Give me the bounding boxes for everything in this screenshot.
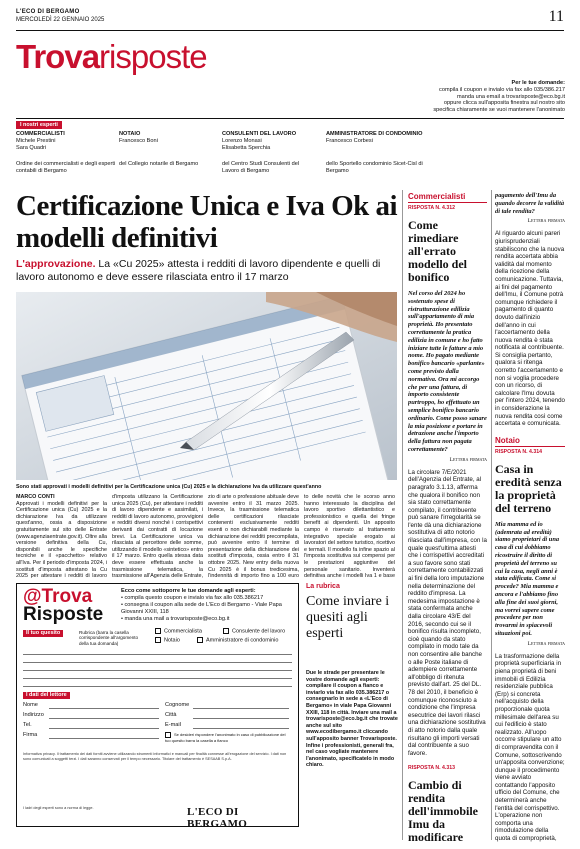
option-amministratore[interactable] <box>197 637 278 644</box>
address-field[interactable] <box>49 718 159 719</box>
article-column: zio di arte o professione abituale deve avvenire entro il 31 marzo 2025. Invece, la trasmissione telematica delle certificazioni rilasciate contenenti esclusivamente redditi esenti o non dichiarabili mediante la dichiarazione dei redditi precompilata, può avvenire entro il termine di presentazione della dichiarazione dei sostituti d'imposta, ossia entro il 31 ottobre 2025. New entry della nuova Cu 2025 è il bonus tredicesima, l'indennità di importo fino a 100 euro <box>208 494 299 580</box>
article-column: d'imposta utilizzano la Certificazione unica 2025 (Cu), per attestare i redditi di lavoro dipendente e assimilati, i redditi di lavoro autonomo, provvigioni e redditi diversi nonché i corrispettivi derivanti dai contratti di locazione brevi. La Certificazione unica va rilasciata al percettore delle somme, utilizzando il modello «sintetico» entro il 17 marzo. Entro quella stessa data deve essere effettuata anche la trasmissione telematica, la trasmissione all'Agenzia delle Entrate, <box>112 494 203 580</box>
masthead <box>16 8 104 24</box>
article-column <box>16 494 107 580</box>
signature: Lettera firmata <box>527 640 565 647</box>
question-text: pagamento dell'Imu da quando decorre la validità di tale rendita? <box>495 192 565 215</box>
privacy-notice: Informativa privacy. Il trattamento dei dati forniti avviene utilizzando strumenti informatici e manuali per finalità connesse all'erogazione del servizio. I dati non sono comunicati a soggetti terzi. I dati saranno conservati per il tempo necessario. Titolare del trattamento è SESAAB S.p.A. <box>23 752 287 761</box>
header-rule <box>16 30 564 31</box>
option-notaio[interactable] <box>155 637 180 644</box>
expert-title: CONSULENTI DEL LAVORO <box>222 131 297 137</box>
expert-names: Francesco Corbesi <box>326 137 373 144</box>
expert-desc: del Collegio notarile di Bergamo <box>119 161 199 167</box>
question-line[interactable] <box>23 654 292 655</box>
option-label: Amministratore di condominio <box>206 637 279 644</box>
article-author: MARCO CONTI <box>16 494 55 500</box>
signature: Lettera firmata <box>449 456 487 463</box>
column-divider <box>402 190 403 840</box>
expert-consulenti <box>222 131 300 174</box>
expert-title: COMMERCIALISTI <box>16 131 65 137</box>
question-line[interactable] <box>23 662 292 663</box>
question-line[interactable] <box>23 686 292 687</box>
rubrica-body: Due le strade per presentare le vostre domande agli esperti: compilare il coupon a fianco e inviarlo via fax allo 035.386217 o consegnarlo in sede a «L'Eco di Bergamo» in viale Papa Giovanni XXIII, 118 in città. Inviare una mail a trovarisposte@eco.bg.it che trovate anche sul sito www.ecodibergamo.it cliccando sull'apposito banner Trovarisposte. Infine i professionisti, generali fra, nel caso vogliate mantenere l'anonimato, specificatelo in modo chiaro. <box>306 670 398 769</box>
question-text: Mia mamma ed io (ademrata ad eredità) siamo proprietari di una casa di cui dobbiamo ricostruire il diritto di proprietà del terreno su cui la casa, negli anni è stata edificata. Come si procede? Mia mamma e ancora e l'abbiamo fino alla fine dei suoi giorni, ma vorrei sapere come procedere per non trovarmi in spiacevoli situazioni poi. <box>495 520 560 637</box>
section-notaio: Notaio <box>495 436 565 447</box>
article-photo <box>16 292 397 480</box>
city-label: Città <box>165 712 177 718</box>
brand-trova: Trova <box>16 38 100 75</box>
address-label: Indirizzo <box>23 712 44 718</box>
expert-notaio <box>119 131 199 167</box>
tip-title: Per le tue domande: <box>511 80 565 86</box>
signature: Lettera firmata <box>527 218 565 225</box>
signature-field[interactable] <box>49 738 159 739</box>
coupon-intro: Ecco come sottoporre le tue domande agli esperti: <box>121 588 256 594</box>
checkbox[interactable] <box>197 637 203 643</box>
question-line[interactable] <box>23 678 292 679</box>
legal-note: I ladri degli esperti sono a norma di legge. <box>23 806 94 810</box>
issue-date: MERCOLEDÌ 22 GENNAIO 2025 <box>16 17 105 23</box>
option-commercialista[interactable] <box>155 628 202 635</box>
signature-label: Firma <box>23 732 38 738</box>
surname-label: Cognome <box>165 702 190 708</box>
experts-panel <box>16 131 576 181</box>
answer-text: Al riguardo alcuni pareri giurisprudenziali stabiliscono che la nuova rendita accertata abbia validità dal momento della ricezione della comunicazione. Tuttavia, ai fini del pagamento dell'Imu, il Comune potrà comunque richiedere il pagamento di quanto dovuto dall'inizio dell'anno in cui l'accertamento della nuova rendita è stata notificata al contribuente. Si consiglia pertanto, qualora si ritenga corretto l'accertamento e non si voglia procedere con un ricorso, di calcolare l'Imu dovuta per l'intero 2024, tenendo in considerazione la nuova rendita così come accertata e comunicata. <box>495 230 565 428</box>
expert-title: NOTAIO <box>119 131 141 137</box>
expert-desc: Ordine dei commercialisti e degli esperti contabili di Bergamo <box>16 161 116 174</box>
experts-label: I nostri esperti <box>16 121 62 129</box>
expert-desc: dello Sportello condominio Sicet-Cisl di Bergamo <box>326 161 423 174</box>
email-field[interactable] <box>193 728 289 729</box>
answer-text: La trasformazione della proprietà superficiaria in piena proprietà di beni immobili di Edilizia residenziale pubblica (Erp) si concreta nell'acquisto della proporzionale quota millesimale dell'area su cui l'edificio è stato realizzato. All'uopo occorre stipulare un atto di compravendita con il Comune, sottoscrivendo un'apposita convenzione; dunque il procedimento viene avviato contattando l'apposito ufficio del Comune, che determinerà anche l'entità del corrispettivo. L'operazione non comporta una rimodulazione della quota di comproprietà, <box>495 652 565 842</box>
rubrica-tag: La rubrica <box>306 583 340 590</box>
section-brand <box>16 40 207 74</box>
photo-caption: Sono stati approvati i modelli definitivi per la Certificazione unica (Cu) 2025 e la dichiarazione Iva da utilizzare quest'anno <box>16 484 322 490</box>
expert-title: AMMINISTRATORE DI CONDOMINIO <box>326 131 423 137</box>
option-label: Consulente del lavoro <box>232 628 286 635</box>
checkbox[interactable] <box>155 628 161 634</box>
article-column: to delle novità che le scorso anno hanno interessato la disciplina del lavoro sportivo dilettantistico e professionistico e quella dei fringe benefit ai dipendenti. Un apposito campo è riservato al trattamento integrativo speciale erogato ai lavoratori del settore turistico, ricettivo e termali. Il modello fa infine spazio al l'imposta sostitutiva sui compensi per le prestazioni aggiuntive del personale sanitario. Inventerà definitiva anche i modelli Iva 1 e base <box>304 494 395 580</box>
checkbox[interactable] <box>155 637 161 643</box>
subhead-text: La «Cu 2025» attesta i redditi di lavoro dipendente e quelli di lavoro autonomo e deve essere rilasciata entro il 17 marzo <box>16 258 381 283</box>
response-number: RISPOSTA N. 4.312 <box>408 205 455 211</box>
page-number: 11 <box>548 8 564 25</box>
tax-form-photo-illustration <box>16 292 397 480</box>
option-label: Notaio <box>164 637 180 644</box>
tip-line: manda una email a trovarisposte@eco.bg.it <box>457 93 565 100</box>
name-label: Nome <box>23 702 38 708</box>
question-coupon <box>16 583 299 830</box>
brand-risposte: risposte <box>99 38 207 75</box>
question-title: Cambio di rendita dell'immobile Imu da modificare <box>408 778 478 842</box>
coupon-instructions <box>121 588 296 623</box>
rubrica-title: Come inviare i quesiti agli esperti <box>306 594 390 641</box>
anonymity-option[interactable] <box>165 732 290 743</box>
question-title: Come rimediare all'errato modello del bonifico <box>408 218 467 284</box>
surname-field[interactable] <box>193 708 289 709</box>
tip-line: specifica chiaramente se vuoi mantenere l'anonimato <box>433 107 565 114</box>
qa-column-1 <box>408 192 487 842</box>
checkbox[interactable] <box>223 628 229 634</box>
answer-text: La circolare 7/E/2021 dell'Agenzia del Entrate, al paragrafo 3.1.13, afferma che qualora il bonifico non sia stato correttamente compilato, il contribuente può sanare l'irregolarità se l'ente dà una dichiarazione sostitutiva di atto notorio rilasciata dall'impresa, con la quale quest'ultima attesti che i corrispettivi accreditati a suo favore sono stati correttamente contabilizzati ai fini della loro imputazione nella determinazione del reddito d'impresa. La medesima impostazione è stata confermata anche dalla circolare 43/E del 2016, secondo cui se il bonifico risulta incompleto, cioè quando da stato compilato in modo tale da non consentire alle banche o alle Poste italiane di adempiere correttamente all'obbligo di ritenuta previsto dall'art. 25 del DL. 78 del 2010, il beneficio è comunque riconosciuto a condizione che l'impresa esecutrice dei lavori rilasci una dichiarazione sostitutiva di atto notorio dalla quale risultano gli importi versati dal contribuente a suo favore. <box>408 468 487 757</box>
qa-column-2 <box>495 192 565 842</box>
brand-rule <box>16 118 564 119</box>
coupon-instruction: • manda una mail a trovarisposte@eco.bg.it <box>121 616 230 622</box>
article-headline: Certificazione Unica e Iva Ok ai modelli definitivi <box>16 190 398 254</box>
coupon-logo-line2: Risposte <box>23 604 104 625</box>
phone-field[interactable] <box>49 728 159 729</box>
expert-names: Lorenzo Monasi Elisabetta Sperchia <box>222 137 271 151</box>
expert-desc: del Centro Studi Consulenti del Lavoro di Bergamo <box>222 161 300 174</box>
option-consulente[interactable] <box>223 628 285 635</box>
email-label: E-mail <box>165 722 181 728</box>
anonymity-text: Se desideri rispondere l'anonimato in caso di pubblicazione del tuo quesito barra la casella a fianco <box>165 732 286 743</box>
tip-line: compila il coupon e invialo via fax allo 035/386.217 <box>439 86 565 93</box>
newspaper-name: L'ECO DI BERGAMO <box>16 9 80 15</box>
name-field[interactable] <box>49 708 159 709</box>
expert-names: Francesco Boni <box>119 137 158 144</box>
option-label: Commercialista <box>164 628 202 635</box>
coupon-instruction: • compila questo coupon e invialo via fax allo 035.386217 <box>121 595 264 601</box>
section-commercialisti: Commercialisti <box>408 192 487 203</box>
column-divider <box>491 190 492 840</box>
expert-names: Michele Prestini Sara Quadri <box>16 137 56 151</box>
eco-logo: L'ECO DI BERGAMO <box>187 806 248 830</box>
submission-tip <box>395 80 565 114</box>
article-text: Approvati i modelli definitivi per la Certificazione unica (Cu) 2025 e la dichiarazione Iva da utilizzare quest'anno, ossia a disposizione gratuitamente sul sito delle Entrate (www.agenziaentrate.gov.it). Oltre alla versione definitiva della Cu, disponibili anche le specifiche tecniche e il «pacchetto» relativo all'Iva. Per il periodo d'imposta 2024, i sostituti d'imposta attestano la Cu 2025 per attestare i redditi di lavoro <box>16 500 107 580</box>
tip-line: oppure clicca sull'apposita finestra sul nostro sito <box>443 100 565 107</box>
question-text: Nel corso del 2024 ho sostenuto spese di ristrutturazione edilizia sull'appartamento di mia proprietà. Ho presentato correttamente la pratica edilizia in comune e ho fatto iniziare tutte le fatture a mio nome. Ho pagato mediante bonifico bancario «parlante» come previsto dalla normativa. Ora mi accorgo che per una fattura, di importo consistente purtroppo, ho effettuato un semplice bonifico bancario ordinario. Come posso sanare la mia posizione e portare in detrazione anche l'importo della fattura non pagata correttamente? <box>408 290 487 453</box>
city-field[interactable] <box>193 718 289 719</box>
reader-data-label: I dati del lettore <box>23 692 70 699</box>
expert-commercialisti <box>16 131 116 174</box>
phone-label: Tel. <box>23 722 32 728</box>
question-label: Il tuo quesito <box>23 630 63 637</box>
response-number: RISPOSTA N. 4.314 <box>495 448 542 455</box>
article-body <box>16 494 397 580</box>
question-line[interactable] <box>23 670 292 671</box>
question-title: Casa in eredità senza la proprietà del terreno <box>495 461 562 515</box>
article-subhead <box>16 258 401 284</box>
coupon-instruction: • consegna il coupon alla sede de L'Eco di Bergamo - Viale Papa Giovanni XXIII, 118 <box>121 602 282 615</box>
rubrica-instruction: Rubrica (barra la casella corrispondente all'argomento della tua domanda) <box>79 630 139 646</box>
coupon-logo-line1: @Trova <box>23 586 93 607</box>
subhead-lead: L'approvazione. <box>16 258 96 270</box>
expert-amministratore <box>326 131 436 174</box>
response-number: RISPOSTA N. 4.313 <box>408 765 455 772</box>
coupon-logo <box>23 588 103 624</box>
